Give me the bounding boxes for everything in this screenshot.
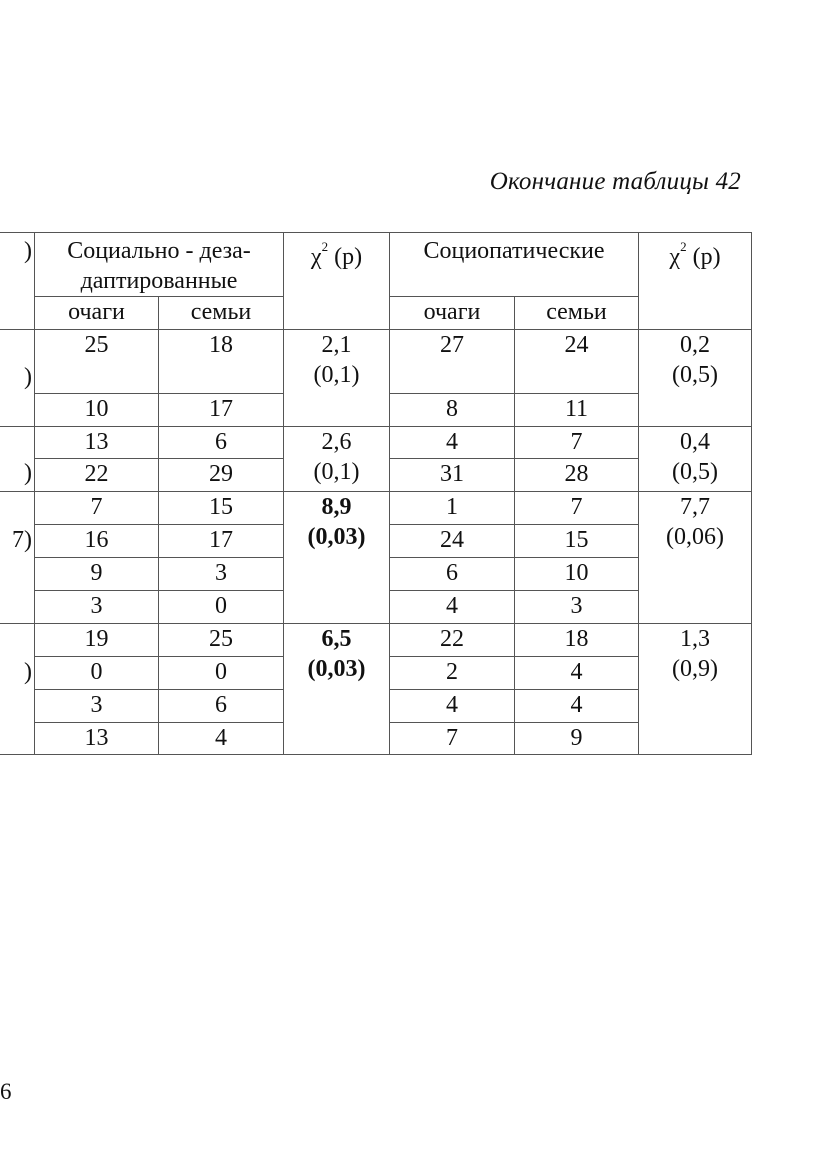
chi-p-value: (0,1) [313,362,360,388]
chi-square-social [284,330,390,427]
chi-p-value: (0,5) [672,459,718,485]
cell-sociopathic-families: 9 [515,723,639,755]
subheader-families: семьи [515,297,639,330]
cell-sociopathic-families: 11 [515,394,639,427]
subheader-foci: очаги [35,297,159,330]
cell-social-families: 29 [159,459,284,492]
cell-sociopathic-foci: 7 [390,723,515,755]
cell-social-families: 17 [159,394,284,427]
cell-sociopathic-foci: 6 [390,558,515,591]
table-row [0,624,752,657]
chi-p: (p) [328,244,363,270]
chi-p-value: (0,9) [672,656,718,682]
cell-social-foci: 13 [35,723,159,755]
header-group-social [35,233,284,297]
cell-social-foci: 7 [35,492,159,525]
cell-social-families: 6 [159,690,284,723]
cell-sociopathic-foci: 27 [390,330,515,394]
cell-social-families: 6 [159,427,284,459]
chi-square-social [284,624,390,755]
cell-sociopathic-foci: 4 [390,690,515,723]
cell-sociopathic-foci: 1 [390,492,515,525]
chi-value: 2,1 [321,332,352,358]
header-chi-square-1 [284,233,390,330]
cell-social-families: 18 [159,330,284,394]
cell-sociopathic-foci: 2 [390,657,515,690]
cell-sociopathic-foci: 22 [390,624,515,657]
cell-social-foci: 25 [35,330,159,394]
cell-social-families: 4 [159,723,284,755]
chi-square-sociopathic [639,492,752,624]
chi-exponent: 2 [680,239,687,254]
cell-social-families: 0 [159,591,284,624]
chi-p-value: (0,1) [313,459,360,485]
cell-sociopathic-families: 28 [515,459,639,492]
row-label-fragment: ) [0,330,35,427]
chi-p: (p) [686,244,721,270]
subheader-foci: очаги [390,297,515,330]
cell-sociopathic-foci: 4 [390,591,515,624]
header-group-social-line1: Социально - деза- [67,238,251,264]
row-label-fragment: 7) [0,492,35,624]
chi-symbol: χ [310,244,322,270]
cell-social-foci: 22 [35,459,159,492]
header-chi-square-2 [639,233,752,330]
cell-social-families: 15 [159,492,284,525]
cell-social-foci: 3 [35,690,159,723]
cell-sociopathic-foci: 31 [390,459,515,492]
header-group-social-line2: даптированные [80,268,238,294]
cell-sociopathic-families: 24 [515,330,639,394]
chi-symbol: χ [669,244,681,270]
chi-value: 8,9 [321,494,352,520]
chi-square-sociopathic [639,427,752,492]
data-table [0,232,752,755]
table-row [0,330,752,394]
table-caption: Окончание таблицы 42 [489,168,741,195]
chi-value: 7,7 [680,494,710,520]
cell-sociopathic-foci: 24 [390,525,515,558]
header-cut-cell: ) [0,233,35,330]
chi-exponent: 2 [321,239,329,254]
chi-square-social [284,492,390,624]
chi-value: 0,4 [680,429,710,455]
chi-p-value: (0,03) [307,656,366,682]
cell-social-foci: 16 [35,525,159,558]
cell-social-families: 0 [159,657,284,690]
chi-square-sociopathic [639,330,752,427]
chi-p-value: (0,06) [666,524,724,550]
header-group-sociopathic: Социопатические [390,233,639,297]
header-row [0,233,752,297]
chi-value: 0,2 [680,332,710,358]
cell-sociopathic-families: 3 [515,591,639,624]
cell-social-foci: 9 [35,558,159,591]
cell-social-families: 25 [159,624,284,657]
table-row [0,427,752,459]
cell-sociopathic-foci: 4 [390,427,515,459]
cell-sociopathic-families: 4 [515,657,639,690]
cell-sociopathic-families: 15 [515,525,639,558]
cell-sociopathic-foci: 8 [390,394,515,427]
cell-social-foci: 3 [35,591,159,624]
cell-sociopathic-families: 10 [515,558,639,591]
chi-value: 6,5 [321,626,352,652]
cell-sociopathic-families: 7 [515,492,639,525]
subheader-families: семьи [159,297,284,330]
cell-social-foci: 13 [35,427,159,459]
cell-social-foci: 0 [35,657,159,690]
cell-social-foci: 19 [35,624,159,657]
cell-sociopathic-families: 18 [515,624,639,657]
chi-square-sociopathic [639,624,752,755]
cell-sociopathic-families: 7 [515,427,639,459]
chi-value: 1,3 [680,626,710,652]
cell-social-families: 3 [159,558,284,591]
row-label-fragment: ) [0,624,35,755]
cell-social-families: 17 [159,525,284,558]
table-row [0,492,752,525]
chi-p-value: (0,5) [672,362,718,388]
row-label-fragment: ) [0,427,35,492]
chi-value: 2,6 [321,429,352,455]
chi-square-social [284,427,390,492]
cell-social-foci: 10 [35,394,159,427]
page-number: 6 [0,1079,12,1104]
cell-sociopathic-families: 4 [515,690,639,723]
chi-p-value: (0,03) [307,524,366,550]
